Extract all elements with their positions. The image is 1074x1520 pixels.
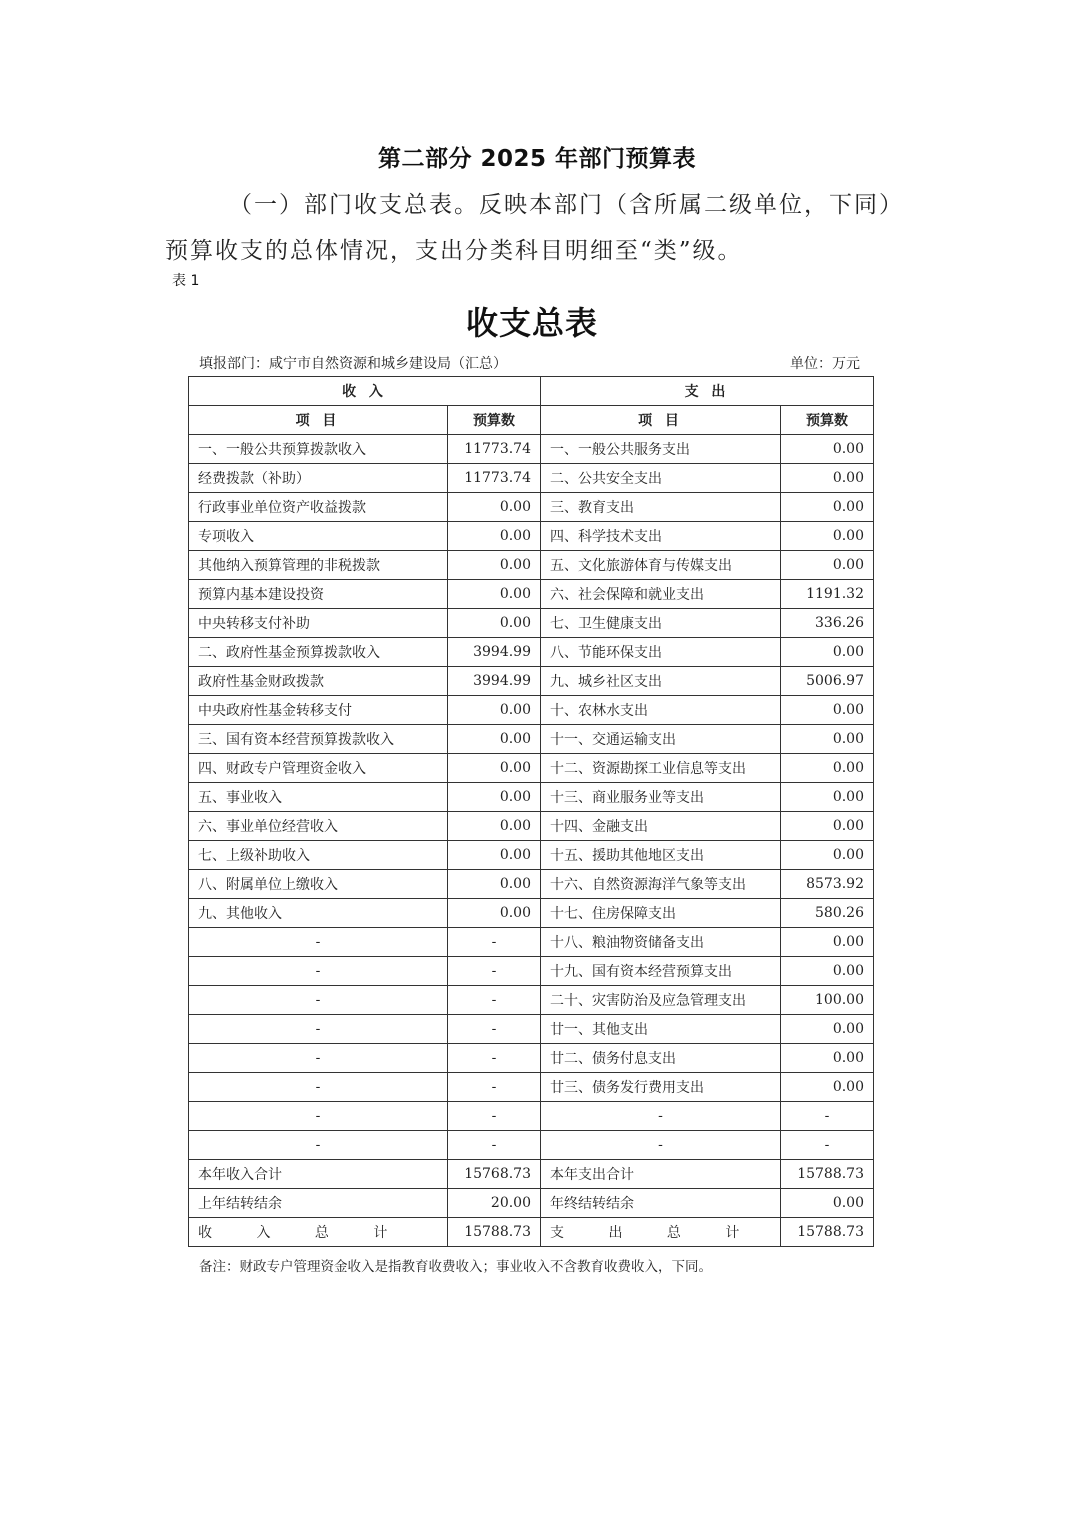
income-amount: 11773.74 xyxy=(448,464,541,493)
income-amount: 0.00 xyxy=(448,725,541,754)
income-item: - xyxy=(189,986,448,1015)
expense-item: 十四、金融支出 xyxy=(541,812,781,841)
table-row xyxy=(189,1044,874,1073)
expense-item: 二、公共安全支出 xyxy=(541,464,781,493)
footnote: 备注：财政专户管理资金收入是指教育收费收入；事业收入不含教育收费收入，下同。 xyxy=(199,1259,712,1275)
expense-amount: 0.00 xyxy=(781,1044,874,1073)
expense-amount: 0.00 xyxy=(781,551,874,580)
income-item: 七、上级补助收入 xyxy=(189,841,448,870)
income-amount: - xyxy=(448,1131,541,1160)
table-title: 收支总表 xyxy=(465,304,598,342)
expense-item: 十七、住房保障支出 xyxy=(541,899,781,928)
income-item: - xyxy=(189,957,448,986)
income-amount: - xyxy=(448,986,541,1015)
expense-amount: 100.00 xyxy=(781,986,874,1015)
table-row xyxy=(189,957,874,986)
table-row xyxy=(189,899,874,928)
expense-item: 十三、商业服务业等支出 xyxy=(541,783,781,812)
expense-amount: 0.00 xyxy=(781,783,874,812)
table-row xyxy=(189,435,874,464)
income-amount: 0.00 xyxy=(448,783,541,812)
expense-amount: 0.00 xyxy=(781,493,874,522)
expense-amount: 8573.92 xyxy=(781,870,874,899)
table-row xyxy=(189,783,874,812)
income-item: - xyxy=(189,1015,448,1044)
intro-paragraph-line1: （一）部门收支总表。反映本部门（含所属二级单位，下同） xyxy=(229,192,904,218)
income-item: - xyxy=(189,928,448,957)
income-item: - xyxy=(189,1102,448,1131)
income-item: 中央政府性基金转移支付 xyxy=(189,696,448,725)
expense-item: 十一、交通运输支出 xyxy=(541,725,781,754)
total-row xyxy=(189,1160,874,1189)
income-amount: 0.00 xyxy=(448,580,541,609)
total-row xyxy=(189,1189,874,1218)
table-row xyxy=(189,870,874,899)
table-row xyxy=(189,754,874,783)
expense-item: 十二、资源勘探工业信息等支出 xyxy=(541,754,781,783)
income-amount: - xyxy=(448,1015,541,1044)
budget-summary-table xyxy=(188,376,874,1247)
expense-total-amount: 15788.73 xyxy=(781,1218,874,1247)
expense-item: 十五、援助其他地区支出 xyxy=(541,841,781,870)
income-item: 九、其他收入 xyxy=(189,899,448,928)
table-row xyxy=(189,493,874,522)
expense-item: - xyxy=(541,1131,781,1160)
expense-item: 八、节能环保支出 xyxy=(541,638,781,667)
expense-item: 十、农林水支出 xyxy=(541,696,781,725)
income-item: 二、政府性基金预算拨款收入 xyxy=(189,638,448,667)
table-row xyxy=(189,841,874,870)
income-item: 预算内基本建设投资 xyxy=(189,580,448,609)
expense-item: 一、一般公共服务支出 xyxy=(541,435,781,464)
expense-item: 三、教育支出 xyxy=(541,493,781,522)
expense-item: - xyxy=(541,1102,781,1131)
income-amount: 0.00 xyxy=(448,841,541,870)
expense-header: 支 出 xyxy=(541,377,874,406)
income-amount-header: 预算数 xyxy=(448,406,541,435)
table-row xyxy=(189,580,874,609)
expense-item: 廿一、其他支出 xyxy=(541,1015,781,1044)
table-number-label: 表 1 xyxy=(172,273,200,289)
income-amount: 0.00 xyxy=(448,522,541,551)
expense-amount: 0.00 xyxy=(781,522,874,551)
table-row xyxy=(189,522,874,551)
total-row xyxy=(189,1218,874,1247)
income-item: 八、附属单位上缴收入 xyxy=(189,870,448,899)
income-item: 行政事业单位资产收益拨款 xyxy=(189,493,448,522)
table-row xyxy=(189,1015,874,1044)
expense-amount: - xyxy=(781,1131,874,1160)
expense-item: 七、卫生健康支出 xyxy=(541,609,781,638)
income-amount: 0.00 xyxy=(448,551,541,580)
expense-item: 六、社会保障和就业支出 xyxy=(541,580,781,609)
table-header-row xyxy=(189,377,874,406)
reporting-unit: 填报部门：咸宁市自然资源和城乡建设局（汇总） xyxy=(199,356,507,372)
expense-total-amount: 15788.73 xyxy=(781,1160,874,1189)
income-item: - xyxy=(189,1044,448,1073)
table-row xyxy=(189,1102,874,1131)
expense-amount: 0.00 xyxy=(781,464,874,493)
expense-amount: 580.26 xyxy=(781,899,874,928)
section-heading: 第二部分 2025 年部门预算表 xyxy=(377,146,697,172)
income-header: 收 入 xyxy=(189,377,541,406)
table-row xyxy=(189,1131,874,1160)
income-amount: 0.00 xyxy=(448,870,541,899)
income-amount: 0.00 xyxy=(448,899,541,928)
income-amount: - xyxy=(448,957,541,986)
expense-amount: 336.26 xyxy=(781,609,874,638)
expense-amount: 1191.32 xyxy=(781,580,874,609)
income-total-label: 收 入 总 计 xyxy=(189,1218,448,1247)
income-amount: 0.00 xyxy=(448,754,541,783)
table-row xyxy=(189,1073,874,1102)
income-amount: - xyxy=(448,1073,541,1102)
expense-amount: - xyxy=(781,1102,874,1131)
table-row xyxy=(189,609,874,638)
table-row xyxy=(189,638,874,667)
expense-item: 四、科学技术支出 xyxy=(541,522,781,551)
table-row xyxy=(189,696,874,725)
income-total-amount: 20.00 xyxy=(448,1189,541,1218)
table-row xyxy=(189,551,874,580)
expense-item: 十八、粮油物资储备支出 xyxy=(541,928,781,957)
income-amount: 11773.74 xyxy=(448,435,541,464)
income-item: 专项收入 xyxy=(189,522,448,551)
expense-total-amount: 0.00 xyxy=(781,1189,874,1218)
income-total-amount: 15788.73 xyxy=(448,1218,541,1247)
expense-amount: 0.00 xyxy=(781,957,874,986)
expense-item: 五、文化旅游体育与传媒支出 xyxy=(541,551,781,580)
expense-total-label: 支 出 总 计 xyxy=(541,1218,781,1247)
expense-amount: 5006.97 xyxy=(781,667,874,696)
expense-item: 十六、自然资源海洋气象等支出 xyxy=(541,870,781,899)
expense-amount: 0.00 xyxy=(781,928,874,957)
income-amount: - xyxy=(448,1044,541,1073)
expense-amount: 0.00 xyxy=(781,435,874,464)
income-item: 政府性基金财政拨款 xyxy=(189,667,448,696)
income-amount: - xyxy=(448,1102,541,1131)
expense-amount: 0.00 xyxy=(781,812,874,841)
expense-amount: 0.00 xyxy=(781,1015,874,1044)
unit-of-measure: 单位：万元 xyxy=(790,356,860,372)
income-item: - xyxy=(189,1073,448,1102)
table-row xyxy=(189,986,874,1015)
income-amount: 3994.99 xyxy=(448,667,541,696)
expense-amount: 0.00 xyxy=(781,638,874,667)
expense-item: 十九、国有资本经营预算支出 xyxy=(541,957,781,986)
table-row xyxy=(189,667,874,696)
income-item: 四、财政专户管理资金收入 xyxy=(189,754,448,783)
income-amount: 0.00 xyxy=(448,609,541,638)
income-amount: 3994.99 xyxy=(448,638,541,667)
income-item: 其他纳入预算管理的非税拨款 xyxy=(189,551,448,580)
expense-item: 九、城乡社区支出 xyxy=(541,667,781,696)
income-item: 六、事业单位经营收入 xyxy=(189,812,448,841)
income-total-label: 本年收入合计 xyxy=(189,1160,448,1189)
expense-amount: 0.00 xyxy=(781,841,874,870)
expense-item-header: 项 目 xyxy=(541,406,781,435)
expense-total-label: 本年支出合计 xyxy=(541,1160,781,1189)
income-item: 三、国有资本经营预算拨款收入 xyxy=(189,725,448,754)
expense-amount-header: 预算数 xyxy=(781,406,874,435)
income-amount: 0.00 xyxy=(448,493,541,522)
income-total-label: 上年结转结余 xyxy=(189,1189,448,1218)
table-row xyxy=(189,928,874,957)
income-amount: - xyxy=(448,928,541,957)
expense-amount: 0.00 xyxy=(781,1073,874,1102)
column-header-row xyxy=(189,406,874,435)
table-row xyxy=(189,725,874,754)
table-row xyxy=(189,464,874,493)
income-amount: 0.00 xyxy=(448,696,541,725)
income-total-amount: 15768.73 xyxy=(448,1160,541,1189)
intro-paragraph-line2: 预算收支的总体情况，支出分类科目明细至“类”级。 xyxy=(165,238,743,264)
expense-amount: 0.00 xyxy=(781,696,874,725)
table-row xyxy=(189,812,874,841)
expense-amount: 0.00 xyxy=(781,725,874,754)
income-item-header: 项 目 xyxy=(189,406,448,435)
income-item: - xyxy=(189,1131,448,1160)
income-item: 五、事业收入 xyxy=(189,783,448,812)
income-item: 中央转移支付补助 xyxy=(189,609,448,638)
expense-item: 廿二、债务付息支出 xyxy=(541,1044,781,1073)
income-item: 一、一般公共预算拨款收入 xyxy=(189,435,448,464)
income-amount: 0.00 xyxy=(448,812,541,841)
income-item: 经费拨款（补助） xyxy=(189,464,448,493)
expense-total-label: 年终结转结余 xyxy=(541,1189,781,1218)
expense-amount: 0.00 xyxy=(781,754,874,783)
expense-item: 廿三、债务发行费用支出 xyxy=(541,1073,781,1102)
expense-item: 二十、灾害防治及应急管理支出 xyxy=(541,986,781,1015)
